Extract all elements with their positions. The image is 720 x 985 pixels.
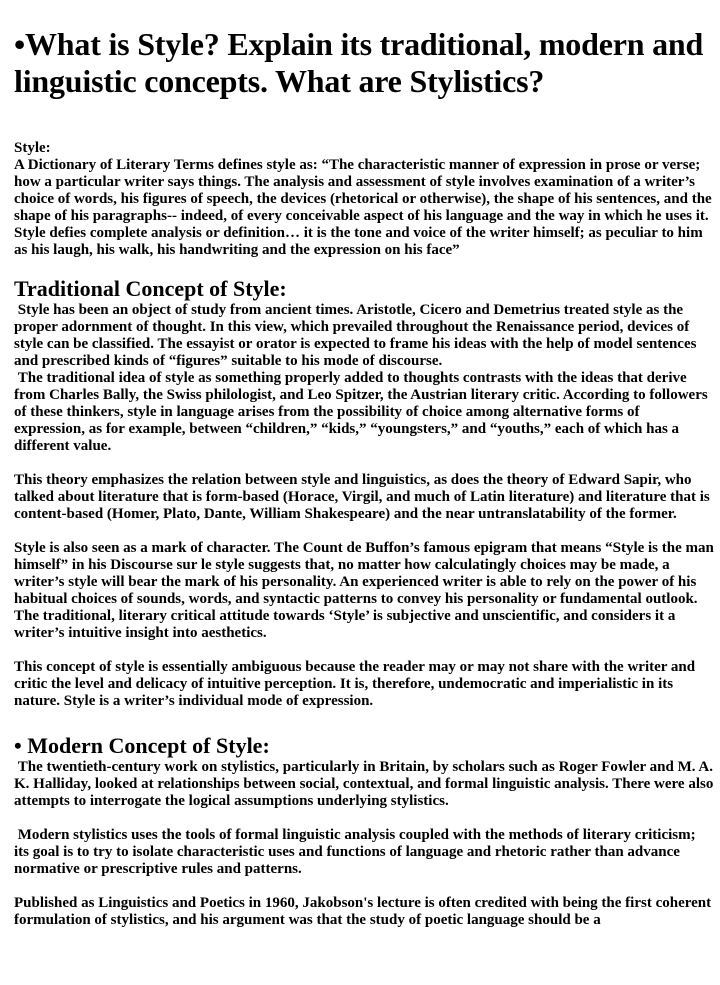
traditional-paragraph-4: Style is also seen as a mark of character. The Count de Buffon’s famous epigram that means “Style is the man himself” in his Discourse sur le style suggests that, no matter how calculatingly choices may be made, a writer’s style will bear the mark of his personality. An experienced writer is able to rely on the power of his habitual choices of sounds, words, and syntactic patterns to convey his personality or fundamental outlook. The traditional, literary critical attitude towards ‘Style’ is subjective and unscientific, and considers it a writer’s intuitive insight into aesthetics. — [14, 540, 714, 641]
document-page — [14, 0, 718, 929]
style-label: Style: — [14, 140, 51, 156]
modern-paragraph-3: Published as Linguistics and Poetics in 1960, Jakobson's lecture is often credited with being the first coherent formulation of stylistics, and his argument was that the study of poetic language should be a — [14, 895, 712, 928]
modern-concept-heading: • Modern Concept of Style: — [14, 733, 270, 758]
page-title: •What is Style? Explain its traditional, modern and linguistic concepts. What are Stylistics? — [14, 26, 704, 99]
traditional-concept-heading: Traditional Concept of Style: — [14, 276, 287, 301]
modern-paragraph-1: The twentieth-century work on stylistics, particularly in Britain, by scholars such as Roger Fowler and M. A. K. Halliday, looked at relationships between social, contextual, and formal linguistic analysis. There were also attempts to interrogate the logical assumptions underlying stylistics. — [14, 759, 718, 809]
traditional-paragraph-3: This theory emphasizes the relation between style and linguistics, as does the theory of Edward Sapir, who talked about literature that is form-based (Horace, Virgil, and much of Latin literature) and literature that is content-based (Homer, Plato, Dante, William Shakespeare) and the near untranslatability of the former. — [14, 472, 710, 522]
traditional-paragraph-2: The traditional idea of style as something properly added to thoughts contrasts with the ideas that derive from Charles Bally, the Swiss philologist, and Leo Spitzer, the Austrian literary critic. According to followers of these thinkers, style in language arises from the possibility of choice among alternative forms of expression, as for example, between “children,” “kids,” “youngsters,” and “youths,” each of which has a different value. — [14, 370, 712, 454]
traditional-paragraph-1: Style has been an object of study from ancient times. Aristotle, Cicero and Demetrius treated style as the proper adornment of thought. In this view, which prevailed throughout the Renaissance period, devices of style can be classified. The essayist or orator is expected to frame his ideas with the help of model sentences and prescribed kinds of “figures” suitable to his mode of discourse. — [14, 302, 701, 369]
modern-paragraph-2: Modern stylistics uses the tools of formal linguistic analysis coupled with the methods of literary criticism; its goal is to try to isolate characteristic uses and functions of language and rhetoric rather than advance normative or prescriptive rules and patterns. — [14, 827, 700, 877]
style-definition-paragraph: A Dictionary of Literary Terms defines style as: “The characteristic manner of expression in prose or verse; how a particular writer says things. The analysis and assessment of style involves examination of a writer’s choice of words, his figures of speech, the devices (rhetorical or otherwise), the shape of his sentences, and the shape of his paragraphs-- indeed, of every conceivable aspect of his language and the way in which he uses it. Style defies complete analysis or definition… it is the tone and voice of the writer himself; as peculiar to him as his laugh, his walk, his handwriting and the expression on his face” — [14, 157, 712, 258]
traditional-paragraph-5: This concept of style is essentially ambiguous because the reader may or may not share with the writer and critic the level and delicacy of intuitive perception. It is, therefore, undemocratic and imperialistic in its nature. Style is a writer’s individual mode of expression. — [14, 659, 696, 709]
